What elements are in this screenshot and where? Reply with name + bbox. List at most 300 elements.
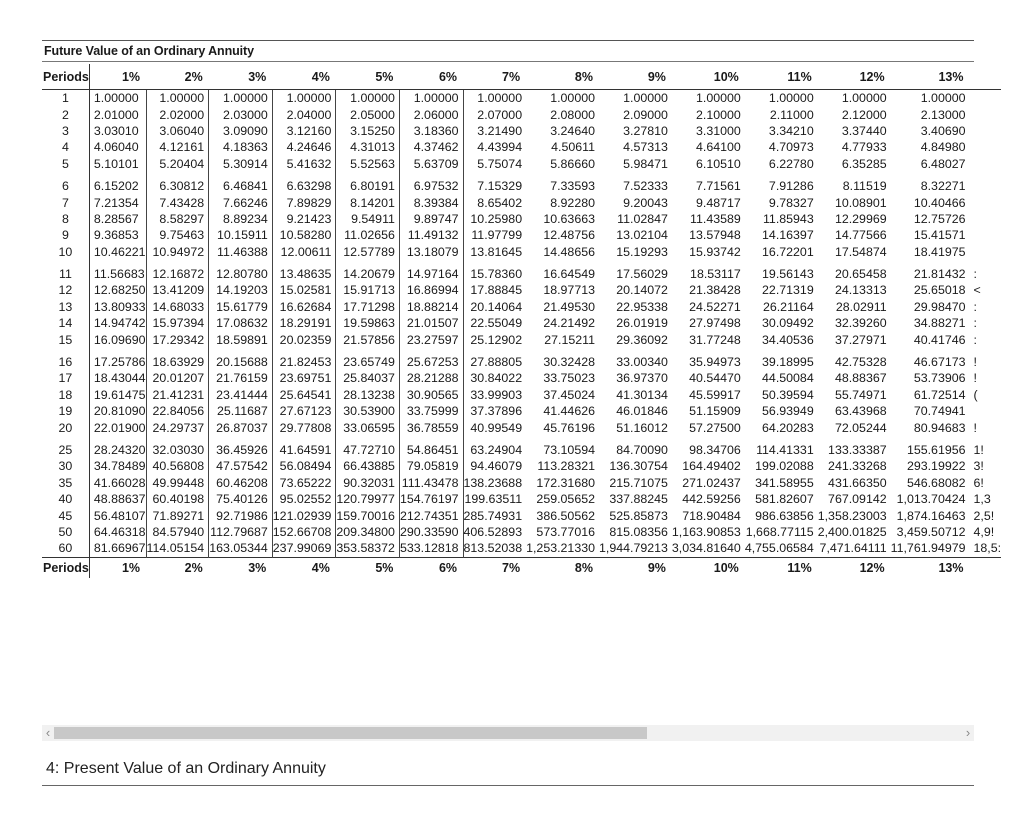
table-row (42, 211, 1001, 227)
value-cell: 90.32031 (336, 475, 400, 491)
cutoff-cell: 3! (973, 459, 984, 474)
value-cell: 24.13313 (834, 283, 887, 298)
value-cell: 1.00000 (920, 91, 966, 106)
value-cell: 2.08000 (550, 107, 595, 122)
value-cell: 16.09690 (89, 331, 146, 347)
table-row (42, 524, 1001, 540)
value-cell: 533.12818 (399, 540, 463, 557)
value-cell: 271.02437 (682, 475, 741, 490)
value-cell: 73.10594 (543, 443, 595, 457)
value-cell: 36.78559 (399, 419, 463, 435)
value-cell: 3.06040 (146, 123, 209, 139)
value-cell: 24.29737 (146, 419, 209, 435)
value-cell: 2.11000 (769, 107, 814, 122)
value-cell: 113.28321 (537, 459, 595, 474)
value-cell: 2,400.01825 (817, 524, 887, 539)
value-cell: 81.66967 (89, 540, 146, 557)
value-cell: 10.58280 (272, 227, 336, 243)
cutoff-cell: : (973, 332, 977, 347)
value-cell: 7.71561 (696, 179, 741, 194)
value-cell: 34.88271 (913, 316, 966, 331)
value-cell: 114.41331 (756, 443, 814, 457)
value-cell: 4.50611 (551, 140, 595, 155)
value-cell: 45.59917 (689, 387, 741, 402)
value-cell: 5.98471 (623, 156, 668, 171)
value-cell: 18.97713 (543, 283, 595, 298)
value-cell: 11.56683 (89, 260, 146, 282)
cutoff-cell: ! (973, 355, 977, 370)
value-cell: 767.09142 (828, 492, 887, 507)
chevron-left-icon[interactable]: ‹ (45, 725, 51, 740)
value-cell: 1,874.16463 (896, 508, 966, 523)
value-cell: 80.94683 (913, 420, 966, 435)
value-cell: 11.02656 (336, 227, 400, 243)
value-cell: 7.66246 (209, 194, 273, 210)
value-cell: 9.36853 (89, 227, 146, 243)
footer-row (42, 557, 1001, 578)
value-cell: 3.34210 (768, 123, 814, 138)
value-cell: 25.64541 (272, 387, 336, 403)
period-cell: 12 (42, 282, 89, 298)
value-cell: 63.43968 (834, 404, 887, 419)
value-cell: 27.97498 (689, 316, 741, 331)
value-cell: 11.43589 (690, 211, 741, 226)
value-cell: 27.88805 (470, 355, 523, 370)
value-cell: 259.05652 (536, 492, 595, 507)
value-cell: 11.49132 (399, 227, 463, 243)
period-cell: 30 (42, 458, 89, 474)
value-cell: 4.43994 (477, 140, 523, 155)
value-cell: 13.02104 (616, 228, 668, 243)
value-cell: 47.72710 (336, 436, 400, 458)
table-row (42, 244, 1001, 260)
value-cell: 12.48756 (543, 228, 595, 243)
value-cell: 17.08632 (209, 315, 273, 331)
value-cell: 718.90484 (682, 508, 741, 523)
value-cell: 581.82607 (755, 492, 814, 507)
table-title: Future Value of an Ordinary Annuity (44, 44, 254, 58)
value-cell: 215.71075 (609, 475, 668, 490)
value-cell: 21.57856 (336, 331, 400, 347)
value-cell: 41.66028 (89, 475, 146, 491)
value-cell: 442.59256 (682, 492, 741, 507)
value-cell: 1,944.79213 (599, 541, 668, 556)
value-cell: 1.00000 (623, 91, 668, 106)
value-cell: 25.67253 (399, 348, 463, 370)
value-cell: 14.77566 (834, 228, 887, 243)
value-cell: 406.52893 (463, 524, 523, 539)
table-row (42, 540, 1001, 557)
value-cell: 13.48635 (272, 260, 336, 282)
value-cell: 8.39384 (399, 194, 463, 210)
period-cell: 9 (42, 227, 89, 243)
value-cell: 9.54911 (336, 211, 400, 227)
period-cell: 1 (42, 90, 89, 107)
cutoff-cell (970, 156, 1002, 172)
value-cell: 1.00000 (146, 90, 209, 107)
value-cell: 164.49402 (682, 459, 741, 474)
title-rule (42, 61, 974, 62)
table-row (42, 139, 1001, 155)
value-cell: 21.01507 (399, 315, 463, 331)
value-cell: 12.68250 (89, 282, 146, 298)
value-cell: 18.41975 (913, 244, 966, 259)
value-cell: 120.79977 (336, 491, 400, 507)
scroll-thumb[interactable] (54, 727, 647, 739)
period-cell: 20 (42, 419, 89, 435)
value-cell: 5.86660 (550, 156, 595, 171)
value-cell: 8.89234 (209, 211, 273, 227)
value-cell: 24.52271 (689, 299, 741, 314)
value-cell: 6.22780 (768, 156, 814, 171)
value-cell: 1,358.23003 (817, 508, 887, 523)
cutoff-cell: ! (973, 420, 977, 435)
value-cell: 2.05000 (336, 106, 400, 122)
value-cell: 14.97164 (399, 260, 463, 282)
value-cell: 3,459.50712 (896, 524, 966, 539)
table-row (42, 299, 1001, 315)
value-cell: 48.88367 (834, 371, 887, 386)
table-row (42, 331, 1001, 347)
value-cell: 2.10000 (696, 107, 741, 122)
cutoff-cell: : (973, 267, 977, 282)
value-cell: 42.75328 (834, 355, 887, 370)
table-row (42, 419, 1001, 435)
rate-header: 12% (818, 64, 891, 90)
period-cell: 6 (42, 172, 89, 194)
value-cell: 2.04000 (272, 106, 336, 122)
value-cell: 293.19922 (906, 459, 966, 474)
value-cell: 37.27971 (834, 332, 887, 347)
value-cell: 36.97370 (616, 371, 668, 386)
value-cell: 3.40690 (920, 123, 966, 138)
period-cell: 50 (42, 524, 89, 540)
value-cell: 6.35285 (841, 156, 887, 171)
value-cell: 4.84980 (920, 140, 966, 155)
value-cell: 8.28567 (89, 211, 146, 227)
value-cell: 337.88245 (609, 492, 668, 507)
value-cell: 7.89829 (272, 194, 336, 210)
value-cell: 18.59891 (209, 331, 273, 347)
value-cell: 64.20283 (762, 420, 814, 435)
value-cell: 11.46388 (209, 244, 273, 260)
value-cell: 17.71298 (336, 299, 400, 315)
table-row (42, 106, 1001, 122)
value-cell: 20.14072 (616, 283, 668, 298)
value-cell: 133.33387 (828, 443, 887, 457)
value-cell: 21.81432 (913, 267, 966, 282)
value-cell: 21.82453 (272, 348, 336, 370)
value-cell: 53.73906 (913, 371, 966, 386)
value-cell: 28.24320 (89, 436, 146, 458)
value-cell: 1.00000 (696, 91, 741, 106)
value-cell: 23.69751 (272, 370, 336, 386)
value-cell: 8.11519 (842, 179, 887, 194)
value-cell: 36.45926 (209, 436, 273, 458)
value-cell: 30.32428 (543, 355, 595, 370)
value-cell: 41.30134 (616, 387, 668, 402)
value-cell: 111.43478 (399, 475, 463, 491)
value-cell: 17.54874 (834, 244, 887, 259)
value-cell: 11.97799 (471, 228, 523, 243)
value-cell: 1.00000 (209, 90, 273, 107)
value-cell: 14.16397 (762, 228, 814, 243)
value-cell: 20.01207 (146, 370, 209, 386)
value-cell: 25.11687 (209, 403, 273, 419)
cutoff-cell: ( (973, 387, 978, 402)
value-cell: 63.24904 (470, 443, 523, 457)
value-cell: 9.21423 (272, 211, 336, 227)
value-cell: 212.74351 (399, 507, 463, 523)
value-cell: 13.57948 (689, 228, 741, 243)
value-cell: 9.20043 (623, 195, 668, 210)
cutoff-cell (970, 403, 1002, 419)
value-cell: 4.70973 (768, 140, 814, 155)
period-cell: 17 (42, 370, 89, 386)
value-cell: 11.02847 (617, 211, 668, 226)
table-row (42, 282, 1001, 298)
value-cell: 353.58372 (336, 540, 400, 557)
rate-footer: 3% (209, 557, 273, 578)
value-cell: 573.77016 (536, 524, 595, 539)
value-cell: 41.44626 (543, 404, 595, 419)
value-cell: 209.34800 (336, 524, 400, 540)
value-cell: 6.30812 (146, 172, 209, 194)
value-cell: 25.84037 (336, 370, 400, 386)
value-cell: 16.62684 (272, 299, 336, 315)
value-cell: 84.57940 (146, 524, 209, 540)
value-cell: 16.86994 (399, 282, 463, 298)
value-cell: 13.41209 (146, 282, 209, 298)
value-cell: 6.15202 (89, 172, 146, 194)
value-cell: 1.00000 (336, 90, 400, 107)
value-cell: 13.80933 (89, 299, 146, 315)
value-cell: 30.09492 (762, 316, 814, 331)
value-cell: 37.45024 (543, 387, 595, 402)
value-cell: 986.63856 (755, 508, 814, 523)
value-cell: 1.00000 (399, 90, 463, 107)
value-cell: 70.74941 (913, 404, 966, 419)
value-cell: 46.01846 (616, 404, 668, 419)
value-cell: 14.94742 (89, 315, 146, 331)
value-cell: 3.03010 (89, 123, 146, 139)
value-cell: 3.15250 (336, 123, 400, 139)
value-cell: 22.01900 (89, 419, 146, 435)
value-cell: 47.57542 (209, 458, 273, 474)
cutoff-cell: 1! (973, 443, 984, 457)
table-row (42, 194, 1001, 210)
value-cell: 4.57313 (623, 140, 668, 155)
value-cell: 8.32271 (920, 179, 966, 194)
cutoff-cell (970, 557, 1002, 578)
table-viewport[interactable] (42, 64, 1002, 724)
value-cell: 546.68082 (906, 475, 966, 490)
cutoff-cell (970, 90, 1002, 107)
value-cell: 10.40466 (913, 195, 966, 210)
value-cell: 64.46318 (89, 524, 146, 540)
value-cell: 18.63929 (146, 348, 209, 370)
table-row (42, 90, 1001, 107)
period-cell: 11 (42, 260, 89, 282)
value-cell: 29.36092 (616, 332, 668, 347)
value-cell: 14.19203 (209, 282, 273, 298)
value-cell: 8.92280 (550, 195, 595, 210)
value-cell: 33.06595 (336, 419, 400, 435)
value-cell: 163.05344 (209, 540, 273, 557)
value-cell: 7.33593 (550, 179, 595, 194)
value-cell: 4.77933 (841, 140, 887, 155)
top-rule (42, 40, 974, 41)
rate-footer: 4% (272, 557, 336, 578)
value-cell: 14.68033 (146, 299, 209, 315)
period-cell: 8 (42, 211, 89, 227)
value-cell: 11,761.94979 (890, 541, 966, 556)
value-cell: 1,253.21330 (526, 541, 595, 556)
value-cell: 30.84022 (470, 371, 523, 386)
value-cell: 30.53900 (336, 403, 400, 419)
value-cell: 33.99903 (470, 387, 523, 402)
value-cell: 44.50084 (762, 371, 814, 386)
value-cell: 1.00000 (550, 91, 595, 106)
table-row (42, 475, 1001, 491)
header-row (42, 64, 1001, 90)
value-cell: 23.27597 (399, 331, 463, 347)
value-cell: 19.59863 (336, 315, 400, 331)
value-cell: 33.75023 (543, 371, 595, 386)
value-cell: 14.48656 (543, 244, 595, 259)
rate-footer: 12% (818, 557, 891, 578)
value-cell: 7.43428 (146, 194, 209, 210)
value-cell: 18.29191 (272, 315, 336, 331)
table-row (42, 491, 1001, 507)
value-cell: 2.13000 (920, 107, 966, 122)
value-cell: 155.61956 (906, 443, 966, 457)
value-cell: 121.02939 (272, 507, 336, 523)
value-cell: 15.61779 (209, 299, 273, 315)
rate-footer: 5% (336, 557, 400, 578)
rate-footer: 1% (89, 557, 146, 578)
chevron-right-icon[interactable]: › (965, 725, 971, 740)
rate-header: 7% (463, 64, 526, 90)
value-cell: 114.05154 (146, 540, 209, 557)
value-cell: 815.08356 (609, 524, 668, 539)
value-cell: 5.52563 (336, 156, 400, 172)
value-cell: 60.46208 (209, 475, 273, 491)
table-row (42, 260, 1001, 282)
table-row (42, 403, 1001, 419)
rate-header: 9% (599, 64, 672, 90)
horizontal-scrollbar[interactable] (42, 725, 974, 741)
value-cell: 11.85943 (762, 211, 814, 226)
cutoff-cell: : (973, 299, 977, 314)
value-cell: 5.10101 (89, 156, 146, 172)
cutoff-cell: : (973, 316, 977, 331)
value-cell: 7.91286 (768, 179, 814, 194)
value-cell: 6.63298 (272, 172, 336, 194)
value-cell: 56.08494 (272, 458, 336, 474)
table-row (42, 227, 1001, 243)
value-cell: 5.63709 (399, 156, 463, 172)
value-cell: 30.90565 (399, 387, 463, 403)
value-cell: 22.95338 (616, 299, 668, 314)
value-cell: 15.78360 (470, 267, 523, 282)
value-cell: 56.93949 (762, 404, 814, 419)
value-cell: 5.41632 (272, 156, 336, 172)
period-cell: 3 (42, 123, 89, 139)
table-row (42, 387, 1001, 403)
value-cell: 8.65402 (477, 195, 523, 210)
value-cell: 172.31680 (536, 475, 595, 490)
value-cell: 22.55049 (470, 316, 523, 331)
rate-header: 3% (209, 64, 273, 90)
value-cell: 32.03030 (146, 436, 209, 458)
value-cell: 50.39594 (762, 387, 814, 402)
rate-header: 4% (272, 64, 336, 90)
value-cell: 7.21354 (89, 194, 146, 210)
period-cell: 45 (42, 507, 89, 523)
value-cell: 84.70090 (616, 443, 668, 457)
value-cell: 35.94973 (689, 355, 741, 370)
period-cell: 18 (42, 387, 89, 403)
value-cell: 10.94972 (146, 244, 209, 260)
value-cell: 431.66350 (828, 475, 887, 490)
value-cell: 75.40126 (209, 491, 273, 507)
rate-footer: 11% (745, 557, 818, 578)
cutoff-cell: ! (973, 371, 977, 386)
value-cell: 17.56029 (616, 267, 668, 282)
value-cell: 2.07000 (477, 107, 523, 122)
value-cell: 2.06000 (399, 106, 463, 122)
period-cell: 7 (42, 194, 89, 210)
next-section-title: 4: Present Value of an Ordinary Annuity (46, 760, 326, 777)
value-cell: 386.50562 (536, 508, 595, 523)
period-cell: 4 (42, 139, 89, 155)
value-cell: 3.37440 (841, 123, 887, 138)
table-row (42, 348, 1001, 370)
value-cell: 19.61475 (89, 387, 146, 403)
value-cell: 9.89747 (399, 211, 463, 227)
table-row (42, 507, 1001, 523)
value-cell: 7,471.64111 (819, 541, 887, 556)
value-cell: 3,034.81640 (671, 541, 741, 556)
rate-footer: 7% (463, 557, 526, 578)
cutoff-cell (970, 64, 1002, 90)
value-cell: 17.25786 (89, 348, 146, 370)
value-cell: 9.78327 (768, 195, 814, 210)
cutoff-cell (970, 211, 1002, 227)
period-cell: 15 (42, 331, 89, 347)
rate-footer: 10% (672, 557, 745, 578)
value-cell: 6.97532 (399, 172, 463, 194)
value-cell: 10.25980 (470, 211, 523, 226)
value-cell: 21.41231 (146, 387, 209, 403)
table-row (42, 123, 1001, 139)
rate-header: 1% (89, 64, 146, 90)
value-cell: 40.56808 (146, 458, 209, 474)
value-cell: 12.29969 (834, 211, 887, 226)
value-cell: 9.48717 (696, 195, 741, 210)
value-cell: 32.39260 (834, 316, 887, 331)
value-cell: 34.40536 (762, 332, 814, 347)
value-cell: 341.58955 (755, 475, 814, 490)
value-cell: 21.76159 (209, 370, 273, 386)
value-cell: 22.84056 (146, 403, 209, 419)
value-cell: 13.81645 (470, 244, 523, 259)
value-cell: 18.43044 (89, 370, 146, 386)
value-cell: 39.18995 (762, 355, 814, 370)
table-row (42, 436, 1001, 458)
value-cell: 98.34706 (689, 443, 741, 457)
